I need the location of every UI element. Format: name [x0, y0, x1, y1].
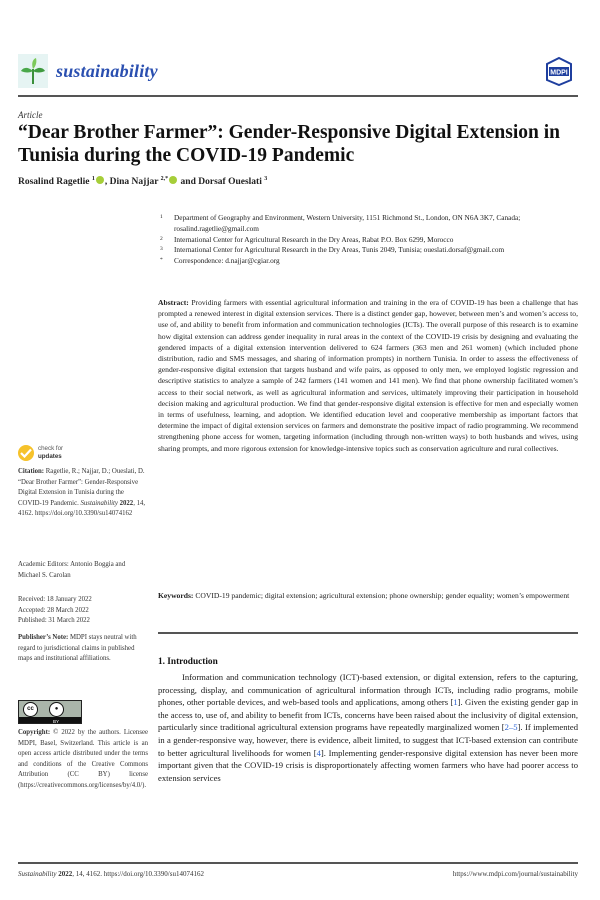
mdpi-logo[interactable] — [544, 56, 574, 86]
footer-journal: Sustainability — [18, 870, 57, 878]
author-affiliation-marker: 1 — [91, 176, 95, 182]
introduction-body — [158, 671, 578, 784]
correspondence — [158, 256, 578, 267]
correspondence-text[interactable]: Correspondence: d.najjar@cgiar.org — [174, 256, 280, 266]
published-date: Published: 31 March 2022 — [18, 617, 90, 625]
orcid-icon[interactable] — [96, 176, 104, 184]
academic-editors: Academic Editors: Antonio Boggia and Michael S. Carolan — [18, 561, 126, 579]
citation-label: Citation: — [18, 468, 45, 475]
author-affiliation-marker: 2,* — [160, 176, 169, 182]
body-text: Information and communication technology (ICT)-based extension, or digital extension, refers to the capturing, processing, display, and communication of agricultural information through ICTs, including radio programs, mobile phones, other portable devices, and web-based tools and applications, among others [ — [158, 672, 578, 708]
body-text: ]. Implementing gender-responsive digital extension has never been more important given that the COVID-19 crisis is disproportionately affecting women farmers who have had poorer access to extension services — [158, 747, 578, 783]
reference-link[interactable]: 2–5 — [504, 722, 518, 733]
abstract — [158, 297, 578, 454]
journal-name[interactable]: sustainability — [56, 61, 158, 81]
cc-icon: cc — [23, 702, 38, 717]
reference-link[interactable]: 4 — [316, 747, 321, 758]
citation-doi[interactable]: , 14, 4162. https://doi.org/10.3390/su14074162 — [18, 499, 146, 518]
checkmark-icon — [18, 445, 34, 461]
copyright-text: © 2022 by the authors. Licensee MDPI, Basel, Switzerland. This article is an open access article distributed under the terms and conditions of the Creative Commons Attribution (CC BY) license (https://creativecommons.org/licenses/by/4.0/). — [18, 729, 148, 789]
abstract-text: Providing farmers with essential agricultural information and training in the era of COVID-19 has been a challenge that has prompted a renewed interest in digital extension services. There is a distinct gender gap, however, between men’s and women’s access to, use of, and ability to benefit from information and communication technologies (ICTs). The overall purpose of this research is to examine how digital extension can address gender inequality in rural areas in the context of the COVID-19 crisis by designing and evaluating the gendered impacts of a digital extension intervention delivered to 624 farmers (363 men and 261 women) (which included phone distribution, radio and SMS messages, and sharing of information prompts) in northern Tunisia. In order to assess the effectiveness of gender-responsive digital extension that targets husband and wife pairs, as opposed to only men, we employed logistic regression and descriptive statistics to analyze a sample of 242 farmers (141 women and 141 men). We find that phone ownership facilitated women’s access to their social network, as well as agricultural information and services, ultimately improving their participation in household decision making and agricultural production. We find that gender-responsive digital extension is effective for men and especially women in terms of usefulness, learning, and adoption. We identified education level and cooperative membership as important factors that determine the impact of digital extension services on farmers and demonstrate the positive impact of radio programming. We recommend strengthening phone access for women, targeting information (including through non-written ways) to both husbands and wives, using sharing prompts, and more rigorous extension for knowledge-intensive topics such as conservation agriculture and rural collectives. — [158, 298, 578, 453]
author-name[interactable]: Dina Najjar — [109, 177, 159, 188]
affiliation-number: 2 — [160, 235, 163, 242]
publication-dates — [18, 595, 148, 627]
body-text: ]. If implemented in a gender-responsive way, however, there is evidence, albeit limited, to suggest that ICT-based extension can contribute to better agricultural livelihoods for women [ — [158, 722, 578, 758]
affiliation-item — [158, 235, 578, 246]
accepted-date: Accepted: 28 March 2022 — [18, 606, 89, 614]
sprout-icon — [18, 54, 48, 88]
check-updates-line2: updates — [38, 452, 62, 460]
author-affiliation-marker: 3 — [264, 176, 268, 182]
affiliation-item — [158, 245, 578, 256]
footer-citation — [18, 870, 204, 878]
received-date: Received: 18 January 2022 — [18, 596, 92, 603]
footer-journal-url[interactable]: https://www.mdpi.com/journal/sustainability — [452, 870, 578, 878]
publisher-note-text: MDPI stays neutral with regard to jurisdictional claims in published maps and institutional affiliations. — [18, 634, 137, 663]
keywords-label: Keywords: — [158, 591, 194, 600]
article-type: Article — [18, 110, 43, 120]
affiliation-text: Department of Geography and Environment, Western University, 1151 Richmond St., London, ON N6A 3K7, Canada; rosalind.ragetlie@gmail.com — [174, 213, 521, 233]
abstract-label: Abstract: — [158, 298, 189, 307]
citation-text: Ragetlie, R.; Najjar, D.; Oueslati, D. “Dear Brother Farmer”: Gender-Responsive Digital Extension in Tunisia during the COVID-19 Pandemic. — [18, 468, 145, 507]
publisher-note — [18, 633, 148, 665]
author-name[interactable]: Dorsaf Oueslati — [198, 177, 262, 188]
journal-header — [18, 54, 578, 92]
citation-journal: Sustainability — [80, 499, 118, 507]
orcid-icon[interactable] — [169, 176, 177, 184]
section-heading: 1. Introduction — [158, 657, 218, 667]
body-text: ]. Given the existing gender gap in the access to, use of, and ability to benefit from ICTs, concerns have been raised about the inclusivity of digital extension, particularly since traditional agricultural extension programs have repeatedly marginalized women [ — [158, 697, 578, 733]
citation-year: 2022 — [119, 499, 134, 507]
cc-by-license-badge[interactable] — [18, 700, 82, 724]
affiliations — [158, 213, 578, 267]
affiliation-item — [158, 213, 578, 235]
author-list — [18, 176, 267, 187]
affiliation-text: International Center for Agricultural Research in the Dry Areas, Rabat P.O. Box 6299, Morocco — [174, 234, 454, 244]
affiliation-number: 1 — [160, 214, 163, 220]
section-divider — [158, 632, 578, 634]
author-separator: and — [178, 177, 199, 188]
check-for-updates-button[interactable] — [18, 443, 98, 465]
article-title: “Dear Brother Farmer”: Gender-Responsive Digital Extension in Tunisia during the COVID-19 Pandemic — [18, 122, 560, 166]
author-name[interactable]: Rosalind Ragetlie — [18, 177, 90, 188]
check-updates-label — [38, 445, 63, 460]
copyright-label: Copyright: — [18, 729, 51, 736]
cc-by-label: BY — [53, 719, 60, 724]
citation — [18, 467, 148, 520]
footer-doi[interactable]: , 14, 4162. https://doi.org/10.3390/su14074162 — [72, 870, 204, 878]
cc-badge-bar — [19, 717, 81, 723]
footer-year: 2022 — [58, 870, 73, 878]
keywords — [158, 590, 578, 601]
affiliation-number: * — [160, 257, 163, 264]
footer-divider — [18, 862, 578, 864]
svg-text:MDPI: MDPI — [550, 69, 568, 77]
reference-link[interactable]: 1 — [453, 697, 458, 708]
affiliation-number: 3 — [160, 246, 163, 253]
check-updates-line1: check for — [38, 445, 64, 452]
copyright — [18, 728, 148, 792]
keywords-text: COVID-19 pandemic; digital extension; agricultural extension; phone ownership; gender equality; women’s empowerment — [195, 591, 570, 600]
author-separator: , — [104, 177, 110, 188]
attribution-person-icon: ● — [49, 702, 64, 717]
affiliation-text: International Center for Agricultural Research in the Dry Areas, Tunis 2049, Tunisia; oueslati.dorsaf@gmail.com — [174, 245, 505, 255]
intro-paragraph — [158, 671, 578, 784]
publisher-note-label: Publisher’s Note: — [18, 634, 69, 641]
header-divider — [18, 95, 578, 97]
